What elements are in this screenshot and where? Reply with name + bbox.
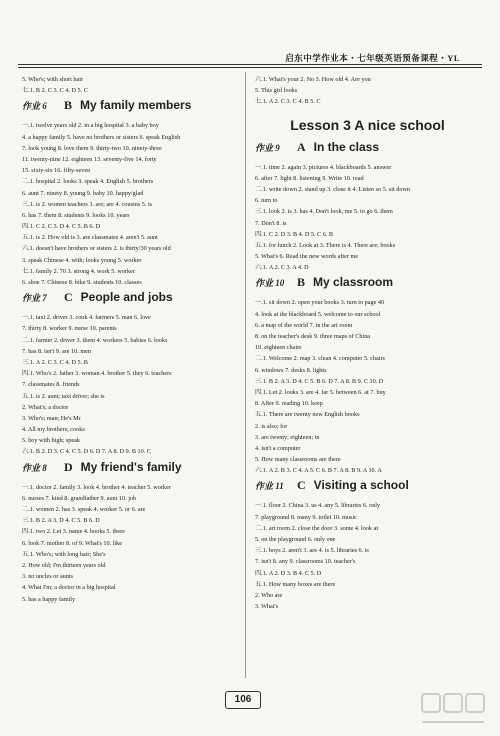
lesson-title: Lesson 3 A nice school — [290, 116, 445, 133]
answer-line: 二.1. Welcome 2. map 3. clean 4. computer 5. chairs — [255, 355, 385, 363]
answer-line: 7. Don't 8. is — [255, 219, 287, 227]
section-tag: 作业 10 — [255, 278, 285, 289]
answer-line: 8. on the teacher's desk 9. three maps of China — [255, 333, 371, 340]
answer-line: 4. a happy family 5. have no brothers or sisters 6. speak English — [22, 133, 181, 141]
answer-line: 一.1. doctor 2. family 3. look 4. brother 4. teacher 5. worker — [22, 483, 171, 491]
answer-line: 六.1. A 2. B 3. C 4. A 5. C 6. B 7. A 8. B 9. A 10. A — [255, 467, 382, 475]
answer-line: 7. thirty 8. worker 9. nurse 10. parents — [22, 325, 117, 333]
section-letter: B — [64, 98, 73, 113]
answer-line: 4. isn't a computer — [255, 444, 301, 452]
answer-line: 2. What's; a doctor — [22, 403, 69, 411]
answer-line: 7. playground 8. many 9. toilet 10. music — [255, 513, 357, 521]
answer-line: 四.1. Who's 2. father 3. woman 4. brother 5. they 6. teachers — [22, 370, 172, 378]
column-divider — [245, 72, 246, 678]
answer-line: 三.1. boys 2. aren't 3. are 4. is 5. libraries 6. is — [255, 547, 369, 555]
answer-line: 5. How many classrooms are there — [255, 456, 341, 464]
answer-line: 6. has 7. them 8. students 9. looks 10. years — [22, 211, 130, 219]
answer-line: 四.1. C 2. C 3. D 4. C 5. B 6. D — [22, 223, 101, 231]
answer-line: 四.1. two 2. Let 3. name 4. books 5. there — [22, 528, 125, 536]
answer-line: 6. turn to — [255, 197, 278, 205]
answer-line: 8. After 9. reading 10. keep — [255, 400, 323, 408]
answer-line: 三.1. look 2. is 3. has 4. Don't look; me 5. to go 6. them — [255, 208, 393, 216]
section-title: People and jobs — [80, 290, 173, 305]
answer-line: 3. no uncles or aunts — [22, 573, 74, 581]
section-title: My family members — [80, 98, 192, 113]
answer-line: 一.1. taxi 2. driver 3. cook 4. farmers 5. man 6. love — [22, 314, 151, 322]
section-heading — [22, 98, 236, 120]
answer-line: 4. All my brothers; cooks — [22, 426, 85, 434]
answer-line: 三.1. B 2. A 3. D 4. C 5. B 6. D — [22, 517, 100, 525]
answer-line: 四.1. C 2. D 3. B 4. D 5. C 6. B — [255, 230, 334, 238]
answer-line: 11. twenty-nine 12. eighteen 13. seventy-five 14. forty — [22, 155, 157, 163]
answer-line: 二.1. farmer 2. driver 3. them 4. workers 5. babies 6. looks — [22, 336, 168, 344]
answer-line: 6. windows 7. desks 8. lights — [255, 366, 327, 374]
section-title: Visiting a school — [313, 478, 409, 493]
answer-line: 5. has a happy family — [22, 595, 76, 603]
section-letter: D — [64, 459, 73, 474]
section-heading — [22, 290, 236, 312]
answer-line: 2. is also; for — [255, 422, 288, 430]
answer-line: 七.1. family 2. 70 3. strong 4. work 5. worker — [22, 267, 135, 275]
answer-line: 六.1. A 2. C 3. A 4. D — [255, 264, 309, 272]
answer-line: 五.1. is 2. aunt; taxi driver; she is — [22, 392, 105, 400]
answer-line: 5. boy with high; speak — [22, 437, 80, 445]
answer-line: 7. classmates 8. friends — [22, 381, 80, 389]
answer-line: 6. a map of the world 7. in the art room — [255, 321, 353, 329]
section-tag: 作业 8 — [22, 462, 47, 473]
answer-line: 六.1. B 2. D 3. C 4. C 5. D 6. D 7. A 8. D 9. B 10. C — [22, 448, 151, 456]
answer-line: 六.1. doesn't have brothers or sisters 2. is thirty/30 years old — [22, 245, 171, 253]
section-letter: B — [297, 275, 306, 290]
answer-line: 二.1. women 2. has 3. speak 4. worker 5. or 6. are — [22, 506, 146, 513]
answer-line: 三.1. B 2. A 3. D 4. C 5. B 6. D 7. A 8. B 9. C 10. D — [255, 377, 384, 385]
section-heading — [255, 478, 480, 500]
header-rule — [18, 64, 482, 65]
answer-line: 3. are twenty; eighteen; in — [255, 433, 320, 441]
answer-line: 六.1. What's your 2. No 3. How old 4. Are you — [255, 76, 371, 83]
answer-line: 6. aunt 7. ninety 8. young 9. baby 10. happy/glad — [22, 189, 144, 197]
section-letter: C — [64, 290, 73, 305]
right-column — [255, 74, 480, 686]
answer-line: 5. What's 6. Read the new words after me — [255, 253, 359, 261]
answer-line: 7. isn't 8. any 9. classrooms 10. teacher's — [255, 558, 356, 566]
answer-line: 二.1. art room 2. close the door 3. some 4. look at — [255, 524, 379, 532]
section-heading — [255, 275, 480, 297]
answer-line: 3. speak Chinese 4. with; looks young 5. worker — [22, 256, 142, 264]
answer-line: 15. sixty-six 16. fifty-seven — [22, 167, 91, 175]
answer-line: 一.1. twelve years old 2. in a big hospital 3. a baby boy — [22, 122, 159, 130]
answer-line: 4. look at the blackboard 5. welcome to our school — [255, 310, 381, 318]
section-letter: C — [297, 478, 306, 493]
answer-line: 3. What's — [255, 603, 278, 611]
answer-line: 3. Who's; man; He's Mr — [22, 414, 81, 422]
answer-line: 七.1. B 2. C 3. C 4. D 5. C — [22, 87, 88, 95]
watermark-logo-icon — [418, 690, 488, 730]
answer-line: 三.1. is 2. women teachers 3. are; are 4. cousins 5. is — [22, 200, 153, 208]
answer-line: 一.1. sit down 2. open your books 3. turn to page 40 — [255, 299, 385, 307]
answer-line: 6. shoe 7. Chinese 8. bike 9. students 10. classes — [22, 279, 142, 286]
section-tag: 作业 11 — [255, 481, 284, 492]
answer-line: 五.1. is 2. How old is 3. are classmates 4. aren't 5. aunt — [22, 234, 158, 242]
answer-line: 二.1. hospital 2. looks 3. speak 4. English 5. brothers — [22, 178, 154, 186]
header-rule-thin — [18, 67, 482, 68]
answer-line: 5. on the playground 6. only one — [255, 536, 336, 543]
answer-line: 6. look 7. mother 8. of 9. What's 10. like — [22, 539, 122, 547]
section-title: My friend's family — [80, 459, 182, 474]
answer-line: 五.1. How many boxes are there — [255, 580, 336, 588]
section-title: My classroom — [313, 275, 394, 290]
section-heading — [22, 460, 236, 482]
answer-line: 5. This girl looks — [255, 87, 298, 95]
answer-line: 7. has 8. isn't 9. are 10. men — [22, 347, 91, 355]
answer-line: 一.1. floor 2. China 3. us 4. any 5. libraries 6. only — [255, 502, 381, 510]
answer-line: 4. What I'm; a doctor in a big hospital — [22, 584, 116, 592]
answer-line: 四.1. Let 2. looks 3. are 4. far 5. between 6. at 7. buy — [255, 388, 386, 396]
section-heading — [255, 140, 480, 162]
section-tag: 作业 7 — [22, 293, 47, 304]
answer-line: 五.1. There are twenty new English books — [255, 411, 360, 419]
section-title: In the class — [313, 139, 380, 154]
section-letter: A — [297, 139, 306, 154]
answer-line: 五.1. for lunch 2. Look at 3. There is 4. There are; books — [255, 241, 396, 249]
answer-line: 四.1. A 2. D 3. B 4. C 5. D — [255, 569, 322, 577]
answer-line: 五.1. Who's; with long hair; She's — [22, 550, 106, 558]
page-header: 启东中学作业本・七年级英语预备课程・YL — [285, 53, 460, 63]
answer-line: 6. after 7. light 8. listening 9. Write 10. read — [255, 174, 364, 182]
section-tag: 作业 6 — [22, 101, 47, 112]
page-number: 106 — [225, 691, 261, 709]
answer-line: 7. look young 8. love them 9. thirty-two 10. ninety-three — [22, 144, 162, 152]
answer-line: 七.1. A 2. C 3. C 4. B 5. C — [255, 98, 321, 106]
answer-line: 5. Who's; with short hair — [22, 76, 83, 83]
answer-line: 三.1. A 2. C 3. C 4. D 5. B — [22, 358, 88, 366]
answer-line: 2. Who are — [255, 591, 283, 599]
answer-line: 10. eighteen chairs — [255, 344, 302, 352]
section-tag: 作业 9 — [255, 142, 280, 153]
answer-line: 2. How old; I'm thirteen years old — [22, 561, 106, 569]
answer-line: 一.1. time 2. again 3. pictures 4. blackboards 5. answer — [255, 163, 392, 171]
answer-line: 二.1. write down 2. stand up 3. close it 4. Listen so 5. sit down — [255, 185, 411, 193]
left-column — [22, 74, 236, 686]
answer-line: 6. nurses 7. kind 8. grandfather 9. aunt 10. job — [22, 494, 137, 502]
